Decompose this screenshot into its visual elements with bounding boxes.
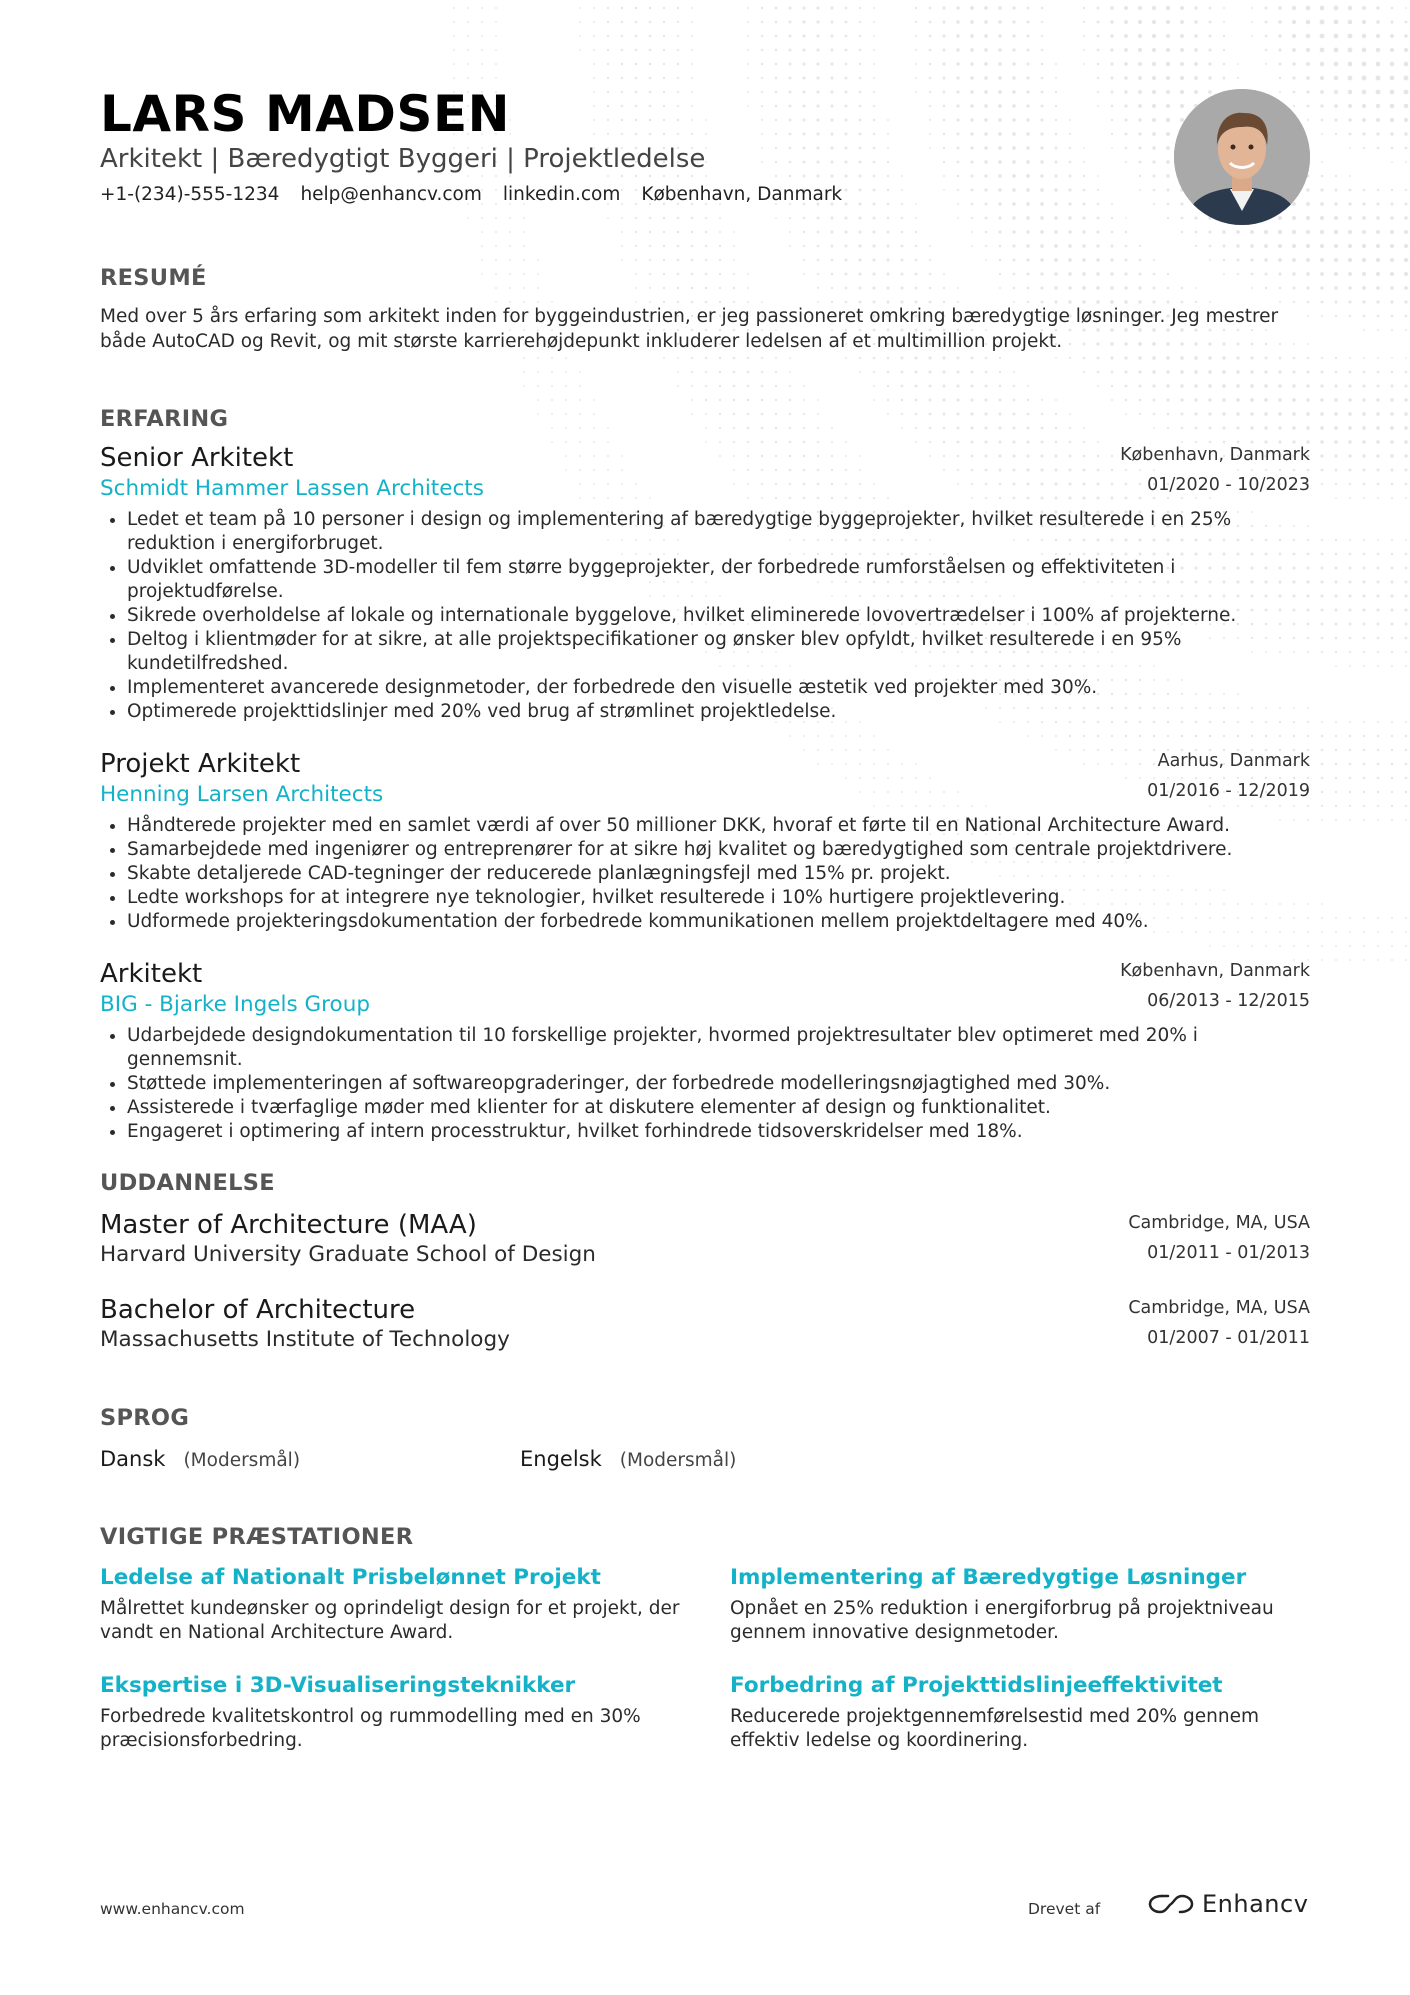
achievement-title: Ekspertise i 3D-Visualiseringsteknikker	[100, 1673, 576, 1698]
job-bullets	[100, 814, 1310, 934]
job-bullets	[100, 508, 1310, 724]
achievement-title: Implementering af Bæredygtige Løsninger	[730, 1565, 1247, 1590]
job-company: Schmidt Hammer Lassen Architects	[100, 476, 484, 501]
job-company: BIG - Bjarke Ingels Group	[100, 992, 370, 1017]
contact-email[interactable]: help@enhancv.com	[300, 184, 482, 205]
job-title: Senior Arkitekt	[100, 443, 294, 473]
job-bullets	[100, 1024, 1310, 1144]
edu-school: Massachusetts Institute of Technology	[100, 1327, 510, 1352]
edu-location: Cambridge, MA, USA	[1128, 1213, 1310, 1233]
job-bullet: • Udarbejdede designdokumentation til 10 forskellige projekter, hvormed projektresultater blev optimeret med 20% i gennemsnit.	[127, 1024, 1310, 1072]
contact-location: København, Danmark	[641, 184, 843, 205]
edu-dates: 01/2011 - 01/2013	[1147, 1243, 1310, 1263]
job-bullet: • Assisterede i tværfaglige møder med klienter for at diskutere elementer af design og funktionalitet.	[127, 1096, 1310, 1120]
job-bullet: • Håndterede projekter med en samlet værdi af over 50 millioner DKK, hvoraf et førte til en National Architecture Award.	[127, 814, 1310, 838]
contact-linkedin[interactable]: linkedin.com	[502, 184, 621, 205]
language-item	[520, 1445, 736, 1475]
job-title: Projekt Arkitekt	[100, 749, 301, 779]
job-company: Henning Larsen Architects	[100, 782, 384, 807]
job-location: Aarhus, Danmark	[1157, 751, 1310, 771]
achievement-desc: Forbedrede kvalitetskontrol og rummodelling med en 30% præcisionsforbedring.	[100, 1706, 641, 1751]
footer-brand-logo[interactable]	[1148, 1890, 1308, 1918]
job-bullet: • Engageret i optimering af intern processtruktur, hvilket forhindrede tidsoverskridelser med 18%.	[127, 1120, 1310, 1144]
language-level: (Modersmål)	[619, 1450, 737, 1471]
footer-brand-name: Enhancv	[1202, 1890, 1309, 1918]
summary-section-title: RESUMÉ	[100, 265, 207, 291]
person-portrait-icon	[1174, 89, 1310, 225]
achievement-desc: Reducerede projektgennemførelsestid med 20% gennem effektiv ledelse og koordinering.	[730, 1706, 1259, 1751]
job-bullet: • Udformede projekteringsdokumentation der forbedrede kommunikationen mellem projektdeltagere med 40%.	[127, 910, 1310, 934]
candidate-name: LARS MADSEN	[100, 85, 510, 143]
experience-section-title: ERFARING	[100, 406, 229, 432]
job-bullet: • Samarbejdede med ingeniører og entreprenører for at sikre høj kvalitet og bæredygtighed som centrale projektdrivere.	[127, 838, 1310, 862]
language-name: Engelsk	[520, 1447, 602, 1471]
job-bullet: • Deltog i klientmøder for at sikre, at alle projektspecifikationer og ønsker blev opfyldt, hvilket resulterede i en 95% kundetilfredshed.	[127, 628, 1310, 676]
job-bullet: • Optimerede projekttidslinjer med 20% ved brug af strømlinet projektledelse.	[127, 700, 1310, 724]
edu-degree: Master of Architecture (MAA)	[100, 1210, 477, 1240]
language-name: Dansk	[100, 1447, 166, 1471]
achievement-desc: Opnået en 25% reduktion i energiforbrug på projektniveau gennem innovative designmetoder.	[730, 1598, 1274, 1643]
achievement-title: Ledelse af Nationalt Prisbelønnet Projekt	[100, 1565, 601, 1590]
job-bullet: • Udviklet omfattende 3D-modeller til fem større byggeprojekter, der forbedrede rumforståelsen og effektiviteten i projektudførelse.	[127, 556, 1310, 604]
achievement-title: Forbedring af Projekttidslinjeeffektivitet	[730, 1673, 1223, 1698]
achievements-section-title: VIGTIGE PRÆSTATIONER	[100, 1524, 414, 1550]
contact-info	[100, 182, 842, 208]
enhancv-logo-icon	[1148, 1892, 1194, 1916]
languages-section-title: SPROG	[100, 1405, 190, 1431]
job-bullet: • Ledte workshops for at integrere nye teknologier, hvilket resulterede i 10% hurtigere projektlevering.	[127, 886, 1310, 910]
contact-phone[interactable]: +1-(234)-555-1234	[100, 184, 280, 205]
education-section-title: UDDANNELSE	[100, 1170, 275, 1196]
candidate-subtitle: Arkitekt | Bæredygtigt Byggeri | Projektledelse	[100, 144, 706, 174]
job-bullet: • Ledet et team på 10 personer i design og implementering af bæredygtige byggeprojekter, hvilket resulterede i en 25% reduktion i energiforbruget.	[127, 508, 1310, 556]
achievement-desc: Målrettet kundeønsker og oprindeligt design for et projekt, der vandt en National Architecture Award.	[100, 1598, 680, 1643]
edu-location: Cambridge, MA, USA	[1128, 1298, 1310, 1318]
footer-powered-by: Drevet af	[1028, 1900, 1101, 1918]
job-dates: 06/2013 - 12/2015	[1147, 991, 1310, 1011]
job-bullet: • Skabte detaljerede CAD-tegninger der reducerede planlægningsfejl med 15% pr. projekt.	[127, 862, 1310, 886]
edu-degree: Bachelor of Architecture	[100, 1295, 416, 1325]
language-level: (Modersmål)	[183, 1450, 301, 1471]
footer-website[interactable]: www.enhancv.com	[100, 1900, 245, 1918]
job-bullet: • Implementeret avancerede designmetoder, der forbedrede den visuelle æstetik ved projekter med 30%.	[127, 676, 1310, 700]
job-bullet: • Støttede implementeringen af softwareopgraderinger, der forbedrede modelleringsnøjagtighed med 30%.	[127, 1072, 1310, 1096]
job-title: Arkitekt	[100, 959, 203, 989]
profile-photo	[1174, 89, 1310, 225]
summary-text: Med over 5 års erfaring som arkitekt inden for byggeindustrien, er jeg passioneret omkring bæredygtige løsninger. Jeg mestrer både AutoCAD og Revit, og mit største karrierehøjdepunkt inkluderer ledelsen af et multimillion projekt.	[100, 306, 1279, 352]
job-dates: 01/2016 - 12/2019	[1147, 781, 1310, 801]
edu-school: Harvard University Graduate School of Design	[100, 1242, 596, 1267]
job-location: København, Danmark	[1120, 961, 1310, 981]
job-bullet: • Sikrede overholdelse af lokale og internationale byggelove, hvilket eliminerede lovovertrædelser i 100% af projekterne.	[127, 604, 1310, 628]
job-dates: 01/2020 - 10/2023	[1147, 475, 1310, 495]
job-location: København, Danmark	[1120, 445, 1310, 465]
language-item	[100, 1445, 300, 1475]
edu-dates: 01/2007 - 01/2011	[1147, 1328, 1310, 1348]
